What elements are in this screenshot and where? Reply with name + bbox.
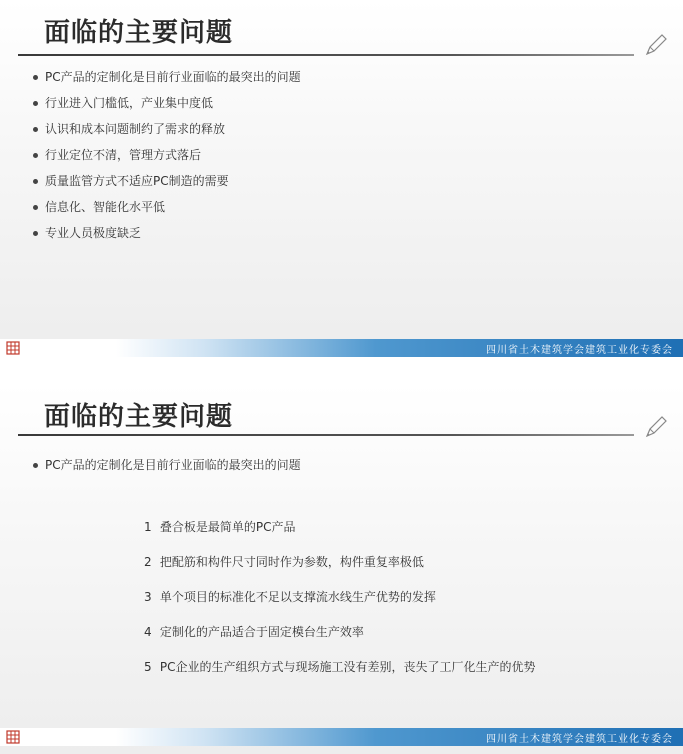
- numbered-list: [144, 520, 535, 695]
- bullet-item: 认识和成本问题制约了需求的释放: [32, 122, 301, 137]
- item-text: PC企业的生产组织方式与现场施工没有差别，丧失了工厂化生产的优势: [159, 660, 536, 674]
- pen-icon: [643, 32, 669, 58]
- slide-1: [0, 0, 683, 357]
- logo-icon: [6, 341, 20, 355]
- footer-bar: [0, 728, 683, 746]
- title-underline: [18, 434, 634, 436]
- slide-title: 面临的主要问题: [44, 402, 234, 432]
- bullet-item: 质量监管方式不适应PC制造的需要: [32, 174, 301, 189]
- bullet-item: 行业定位不清，管理方式落后: [32, 148, 301, 163]
- footer-organization: 四川省土木建筑学会建筑工业化专委会: [486, 345, 673, 356]
- numbered-item: [144, 555, 535, 570]
- title-underline: [18, 54, 634, 56]
- bullet-item: PC产品的定制化是目前行业面临的最突出的问题: [32, 458, 301, 473]
- item-number: 2: [144, 555, 152, 569]
- bullet-list: [32, 458, 301, 484]
- bullet-item: 行业进入门槛低，产业集中度低: [32, 96, 301, 111]
- pen-icon: [643, 414, 669, 440]
- item-text: 单个项目的标准化不足以支撑流水线生产优势的发挥: [159, 590, 436, 604]
- footer-bar: [0, 339, 683, 357]
- numbered-item: [144, 590, 535, 605]
- logo-icon: [6, 730, 20, 744]
- footer-organization: 四川省土木建筑学会建筑工业化专委会: [486, 734, 673, 745]
- item-text: 定制化的产品适合于固定模台生产效率: [159, 625, 364, 639]
- bullet-item: PC产品的定制化是目前行业面临的最突出的问题: [32, 70, 301, 85]
- slide-2: [0, 384, 683, 754]
- slide-title: 面临的主要问题: [44, 18, 234, 48]
- numbered-item: [144, 520, 535, 535]
- item-text: 把配筋和构件尺寸同时作为参数，构件重复率极低: [159, 555, 424, 569]
- numbered-item: [144, 625, 535, 640]
- bullet-list: [32, 70, 301, 252]
- bullet-item: 信息化、智能化水平低: [32, 200, 301, 215]
- item-number: 3: [144, 590, 152, 604]
- item-text: 叠合板是最简单的PC产品: [159, 520, 296, 534]
- numbered-item: [144, 660, 535, 675]
- bullet-item: 专业人员极度缺乏: [32, 226, 301, 241]
- item-number: 5: [144, 660, 152, 674]
- item-number: 4: [144, 625, 152, 639]
- item-number: 1: [144, 520, 152, 534]
